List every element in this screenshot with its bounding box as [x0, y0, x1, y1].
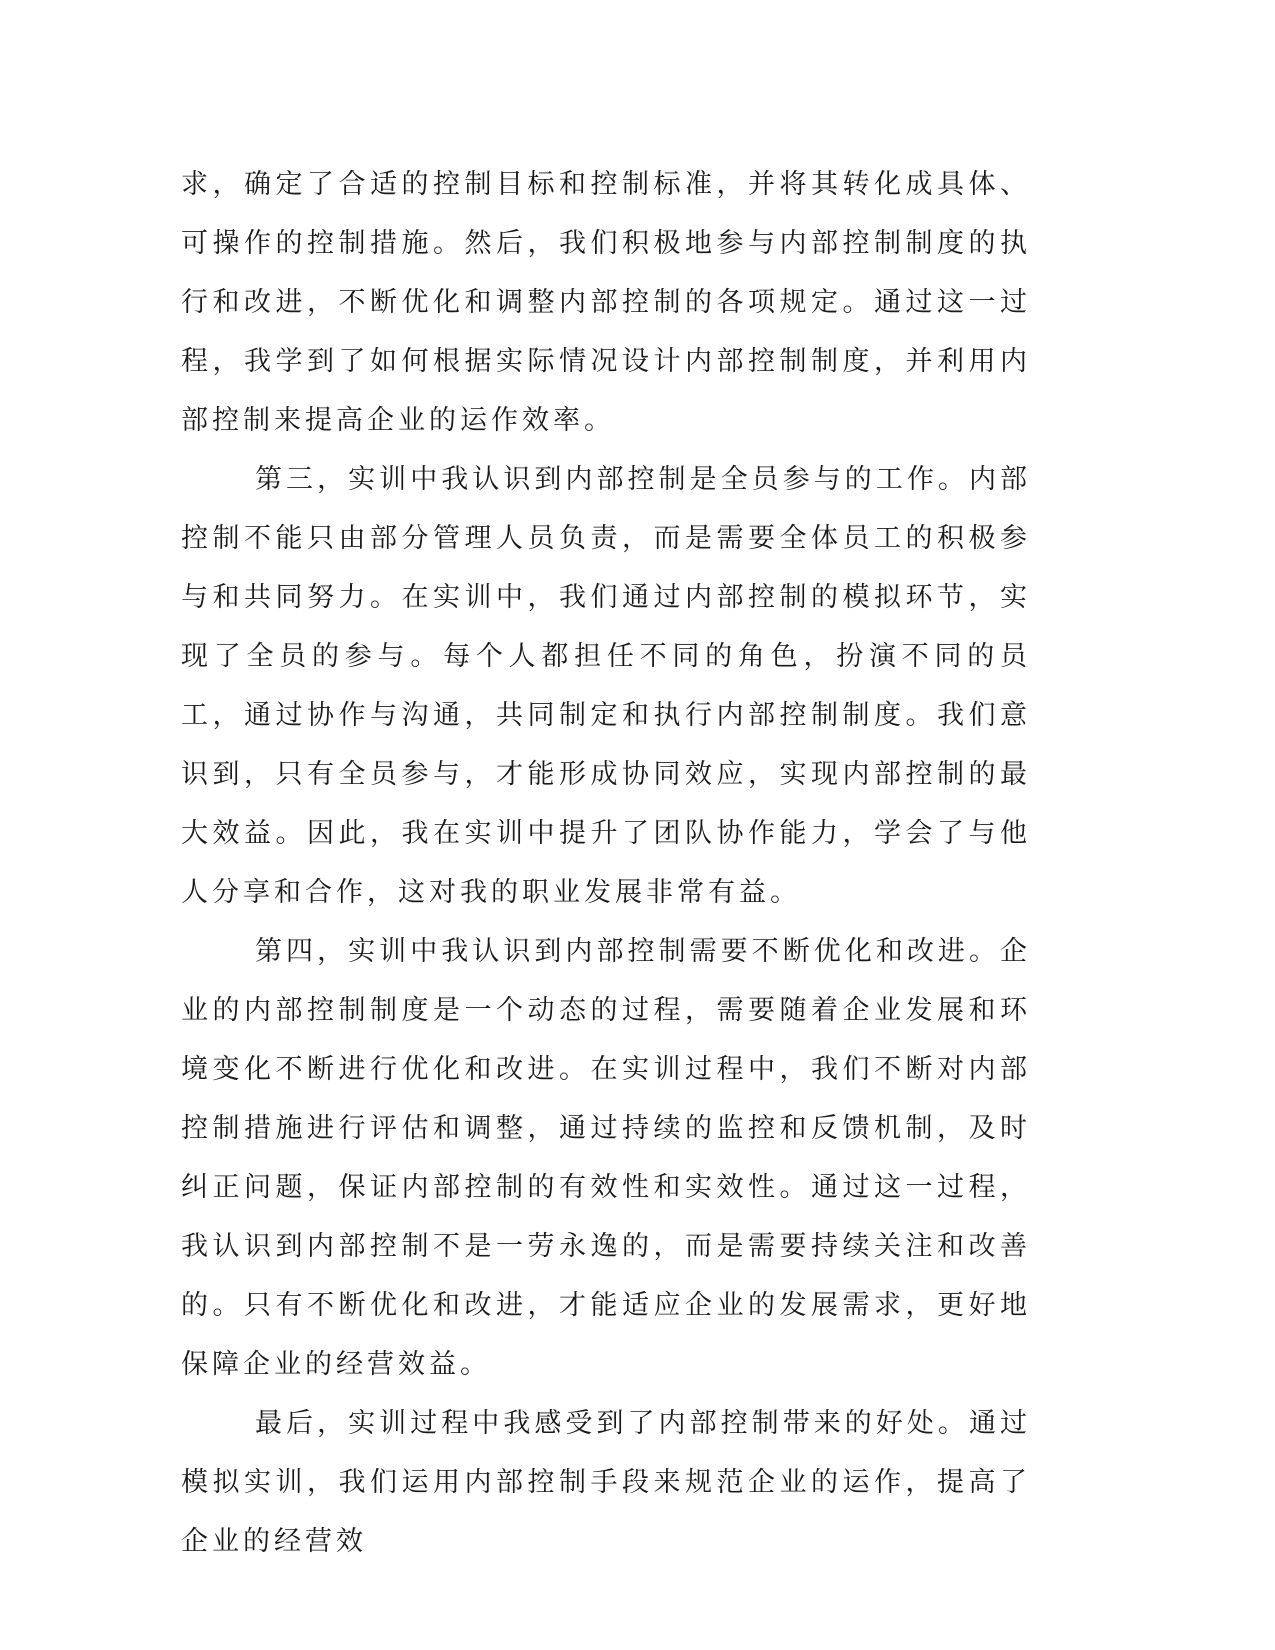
body-text: [181, 155, 1031, 1571]
paragraph-1: 求，确定了合适的控制目标和控制标准，并将其转化成具体、可操作的控制措施。然后，我们积极地参与内部控制制度的执行和改进，不断优化和调整内部控制的各项规定。通过这一过程，我学到了如何根据实际情况设计内部控制制度，并利用内部控制来提高企业的运作效率。: [181, 169, 1031, 436]
paragraph-4: 最后，实训过程中我感受到了内部控制带来的好处。通过模拟实训，我们运用内部控制手段来规范企业的运作，提高了企业的经营效: [181, 1408, 1031, 1557]
paragraph-2: 第三，实训中我认识到内部控制是全员参与的工作。内部控制不能只由部分管理人员负责，而是需要全体员工的积极参与和共同努力。在实训中，我们通过内部控制的模拟环节，实现了全员的参与。每个人都担任不同的角色，扮演不同的员工，通过协作与沟通，共同制定和执行内部控制制度。我们意识到，只有全员参与，才能形成协同效应，实现内部控制的最大效益。因此，我在实训中提升了团队协作能力，学会了与他人分享和合作，这对我的职业发展非常有益。: [181, 464, 1031, 908]
paragraph-3: 第四，实训中我认识到内部控制需要不断优化和改进。企业的内部控制制度是一个动态的过程，需要随着企业发展和环境变化不断进行优化和改进。在实训过程中，我们不断对内部控制措施进行评估和调整，通过持续的监控和反馈机制，及时纠正问题，保证内部控制的有效性和实效性。通过这一过程，我认识到内部控制不是一劳永逸的，而是需要持续关注和改善的。只有不断优化和改进，才能适应企业的发展需求，更好地保障企业的经营效益。: [181, 936, 1031, 1380]
